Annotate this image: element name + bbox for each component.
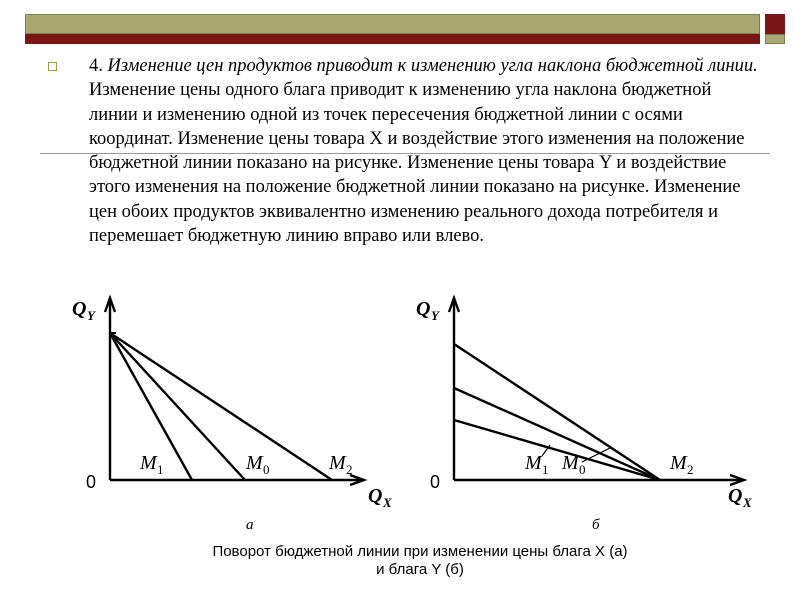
bullet-square-icon: [48, 62, 57, 71]
panel-a-point-m1-sub: 1: [157, 462, 164, 477]
panel-b-point-m1-label: M: [525, 452, 542, 474]
header-olive-bar: [25, 14, 760, 34]
paragraph-body-text: Изменение цены одного блага приводит к изменению угла наклона бюджетной линии и изменению одной из точек пересечения бюджетной линии с осями координат. Изменение цены товара X и воздействие этого изменения на положение бюджетной линии показано на рисунке. Изменение цены товара Y и воздействие этого изменения на положение бюджетной линии показано на рисунке. Изменение цен обоих продуктов эквивалентно изменению реального дохода потребителя и перемешает бюджетную линию вправо или влево.: [89, 80, 745, 247]
panel-a-point-m1-label: M: [140, 452, 157, 474]
panel-b-point-m1-sub: 1: [542, 462, 549, 477]
panel-b-caption-letter: б: [592, 517, 600, 533]
figure-caption: [60, 543, 780, 579]
figure-caption-line1: Поворот бюджетной линии при изменении цены блага X (а): [212, 543, 628, 560]
panel-b-x-axis-sub: X: [743, 495, 752, 510]
panel-b: [416, 298, 752, 533]
panel-a-y-axis-label: Q: [72, 298, 87, 320]
panel-a-x-axis-label: Q: [368, 485, 383, 507]
panel-b-point-m2-sub: 2: [687, 462, 694, 477]
panel-a-point-m0-sub: 0: [263, 462, 270, 477]
body-paragraph: [89, 54, 761, 286]
panel-b-point-m2-label: M: [670, 452, 687, 474]
paragraph-italic-lead: Изменение цен продуктов приводит к изменению угла наклона бюджетной линии.: [107, 56, 758, 76]
panel-a-point-m0-label: M: [246, 452, 263, 474]
panel-a-budget-line-m0: [110, 333, 245, 480]
panel-b-budget-line-mid: [454, 388, 660, 480]
panel-b-x-axis-label: Q: [728, 485, 743, 507]
panel-a: [72, 298, 392, 533]
panel-a-caption-letter: а: [246, 517, 254, 533]
panel-b-point-m0-sub: 0: [579, 462, 586, 477]
panel-b-budget-line-low: [454, 420, 660, 480]
figure-caption-line2: и блага Y (б): [376, 561, 464, 578]
paragraph-number: 4.: [89, 56, 103, 76]
panel-a-point-m2-sub: 2: [346, 462, 353, 477]
header-corner-olive-square: [765, 34, 785, 44]
panel-b-origin-label: 0: [430, 472, 441, 492]
panel-a-point-m2-label: M: [329, 452, 346, 474]
panel-b-y-axis-sub: Y: [431, 308, 439, 323]
panel-a-x-axis-sub: X: [383, 495, 392, 510]
panel-a-y-axis-sub: Y: [87, 308, 95, 323]
panel-b-y-axis-label: Q: [416, 298, 431, 320]
panel-b-budget-line-m2-high: [454, 344, 660, 480]
header-red-bar: [25, 34, 760, 44]
header-corner-red-square: [765, 14, 785, 34]
panel-b-point-m0-label: M: [562, 452, 579, 474]
panel-a-origin-label: 0: [86, 472, 97, 492]
